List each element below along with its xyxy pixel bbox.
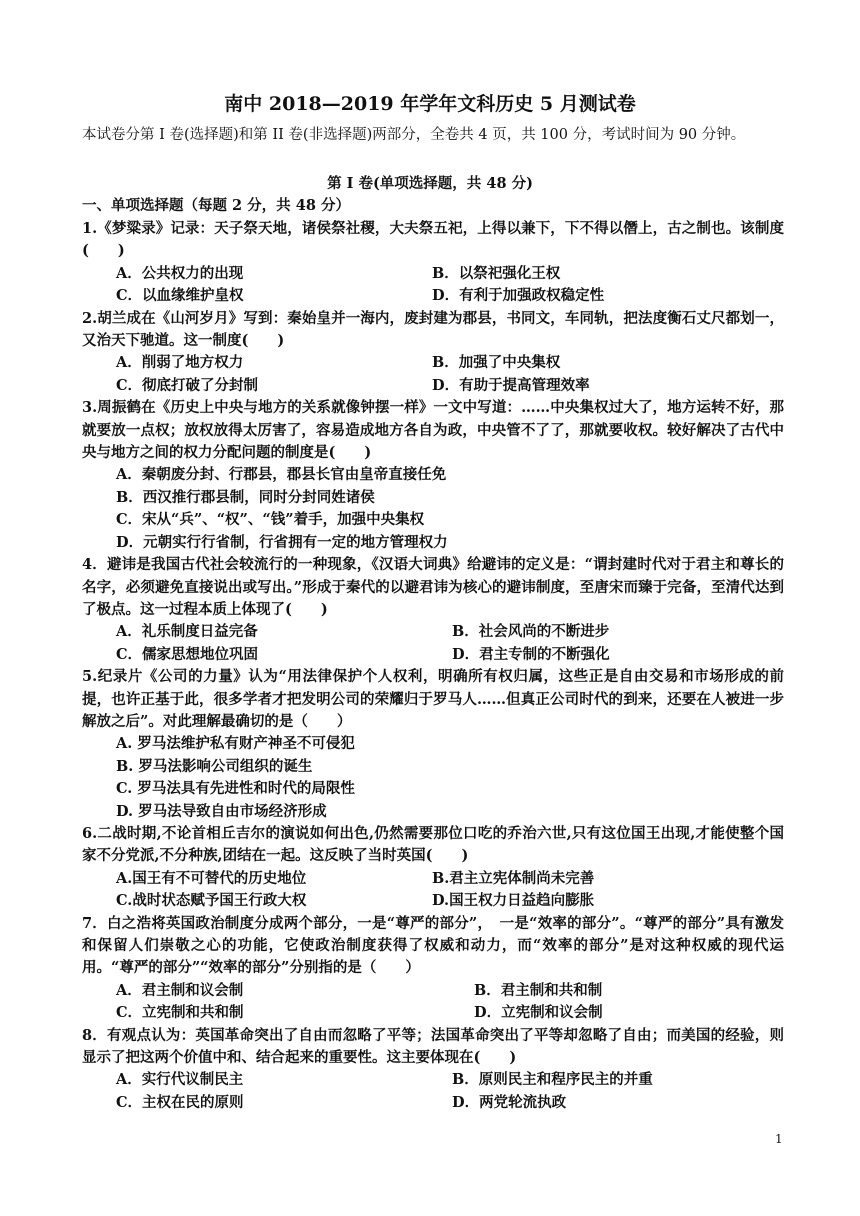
option-c: C．主权在民的原则: [116, 1093, 244, 1111]
exam-title: 南中 2018—2019 年学年文科历史 5 月测试卷: [224, 93, 636, 115]
option-b: B．加强了中央集权: [432, 354, 561, 372]
option-c: C．以血缘维护皇权: [116, 287, 244, 305]
option-d: D．有利于加强政权稳定性: [432, 287, 605, 305]
option-b: B．君主制和共和制: [474, 981, 603, 999]
option-c: C．彻底打破了分封制: [116, 376, 259, 394]
question-stem: 4．避讳是我国古代社会较流行的一种现象，《汉语大词典》给避讳的定义是：“谓封建时代对于君主和尊长的名字，必须避免直接说出或写出。”形成于秦代的以避君讳为核心的避讳制度，至唐宋而臻于完备，至清代达到了极点。这一过程本质上体现了( ): [82, 556, 784, 618]
question-1: [82, 218, 784, 308]
question-5: [82, 666, 784, 823]
option-d: D．两党轮流执政: [452, 1093, 567, 1111]
option-b: B．西汉推行郡县制，同时分封同姓诸侯: [116, 488, 375, 506]
question-stem: 6.二战时期,不论首相丘吉尔的演说如何出色,仍然需要那位口吃的乔治六世,只有这位国王出现,才能使整个国家不分党派,不分种族,团结在一起。这反映了当时英国( ): [82, 824, 784, 865]
option-b: B. 罗马法影响公司组织的诞生: [116, 757, 313, 775]
question-stem: 2.胡兰成在《山河岁月》写到：秦始皇并一海内，废封建为郡县，书同文，车同轨，把法度衡石丈尺都划一，又治天下驰道。这一制度( ): [82, 309, 784, 350]
question-7: [82, 913, 784, 1025]
option-d: D.国王权力日益趋向膨胀: [432, 892, 595, 910]
question-list: [82, 218, 784, 1114]
question-stem: 1.《梦粱录》记录：天子祭天地，诸侯祭社稷，大夫祭五祀，上得以兼下，下不得以僭上，古之制也。该制度( ): [82, 220, 784, 260]
option-c: C．宋从“兵”、“权”、“钱”着手，加强中央集权: [116, 511, 425, 529]
option-d: D. 罗马法导致自由市场经济形成: [116, 802, 327, 820]
option-a: A．秦朝废分封、行郡县，郡县长官由皇帝直接任免: [116, 466, 447, 484]
option-b: B．社会风尚的不断进步: [452, 623, 610, 641]
section-title: 第 I 卷(单项选择题，共 48 分): [327, 175, 533, 192]
question-stem: 3.周振鹤在《历史上中央与地方的关系就像钟摆一样》一文中写道：……中央集权过大了，地方运转不好，那就要放一点权；放权放得太厉害了，容易造成地方各自为政，中央管不了了，那就要收权。较好解决了古代中央与地方之间的权力分配问题的制度是( ): [82, 399, 784, 462]
option-c: C. 罗马法具有先进性和时代的局限性: [116, 780, 355, 798]
option-d: D．元朝实行行省制，行省拥有一定的地方管理权力: [116, 533, 448, 551]
option-b: B．原则民主和程序民主的并重: [452, 1071, 653, 1089]
question-4: [82, 554, 784, 666]
question-8: [82, 1025, 784, 1115]
question-2: [82, 308, 784, 398]
page-number: 1: [775, 1132, 783, 1146]
question-6: [82, 823, 784, 913]
option-a: A．礼乐制度日益完备: [116, 623, 258, 641]
option-b: B．以祭祀强化王权: [432, 264, 561, 282]
option-a: A．君主制和议会制: [116, 981, 244, 999]
option-d: D．立宪制和议会制: [474, 1004, 603, 1022]
option-c: C．立宪制和共和制: [116, 1004, 244, 1022]
option-d: D．有助于提高管理效率: [432, 376, 590, 394]
exam-intro: 本试卷分第 I 卷(选择题)和第 II 卷(非选择题)两部分，全卷共 4 页，共 100 分，考试时间为 90 分钟。: [82, 127, 746, 143]
option-c: C.战时状态赋予国王行政大权: [116, 892, 307, 910]
option-a: A．实行代议制民主: [116, 1071, 244, 1089]
question-stem: 7．白之浩将英国政治制度分成两个部分，一是“尊严的部分”， 一是“效率的部分”。“尊严的部分”具有激发和保留人们崇敬之心的功能，它使政治制度获得了权威和动力，而“效率的部分”是对这种权威的现代运用。“尊严的部分”“效率的部分”分别指的是（ ）: [82, 914, 784, 977]
question-3: [82, 397, 784, 554]
option-a: A．削弱了地方权力: [116, 354, 244, 372]
option-c: C．儒家思想地位巩固: [116, 645, 259, 663]
option-a: A.国王有不可替代的历史地位: [116, 869, 307, 887]
part-heading: 一、单项选择题（每题 2 分，共 48 分）: [82, 197, 350, 214]
question-stem: 8．有观点认为：英国革命突出了自由而忽略了平等；法国革命突出了平等却忽略了自由；而美国的经验，则显示了把这两个价值中和、结合起来的重要性。这主要体现在( ): [82, 1026, 784, 1067]
question-stem: 5.纪录片《公司的力量》认为“用法律保护个人权利，明确所有权归属，这些正是自由交易和市场形成的前提，也许正基于此，很多学者才把发明公司的荣耀归于罗马人……但真正公司时代的到来，还要在人被进一步解放之后”。对此理解最确切的是（ ）: [82, 668, 784, 730]
option-b: B.君主立宪体制尚未完善: [432, 869, 595, 887]
option-a: A．公共权力的出现: [116, 264, 244, 282]
option-a: A. 罗马法维护私有财产神圣不可侵犯: [116, 735, 355, 753]
option-d: D．君主专制的不断强化: [452, 645, 610, 663]
